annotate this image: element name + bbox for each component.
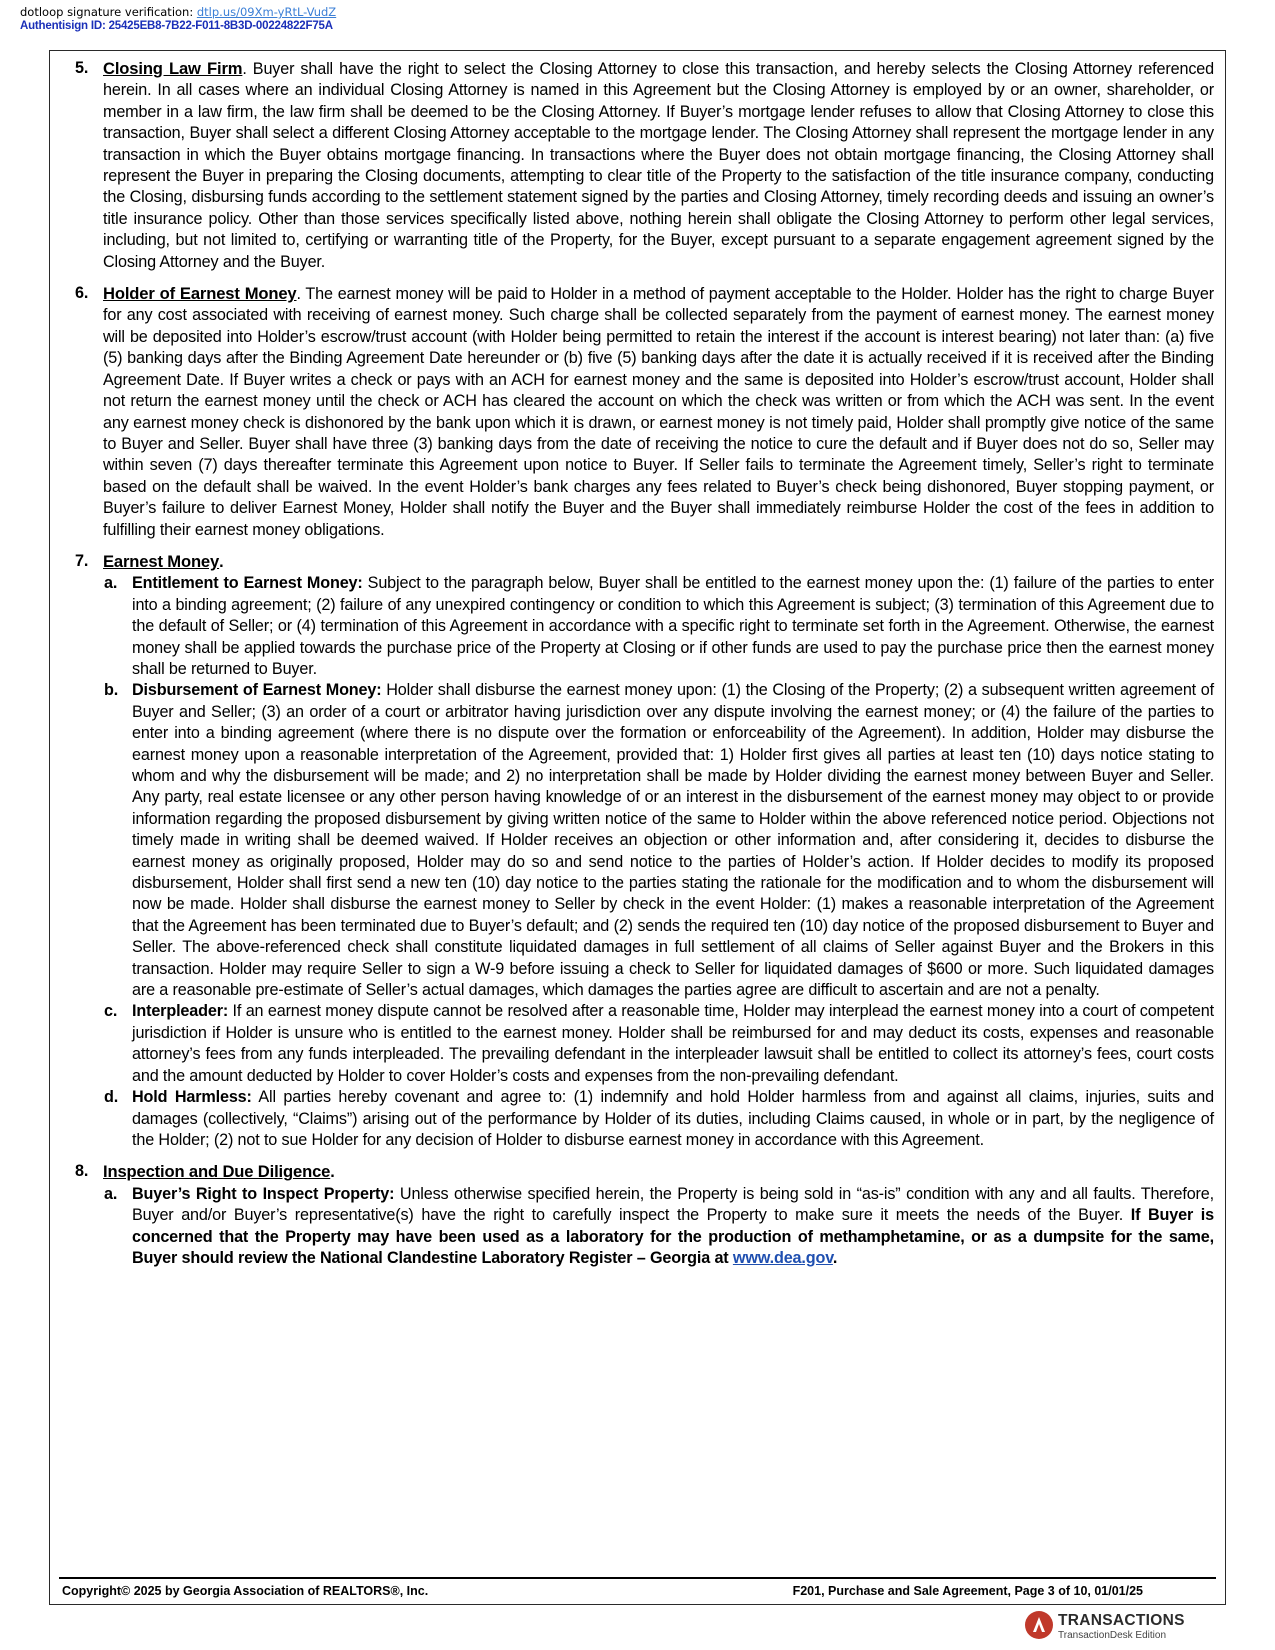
- subsection-entitlement: [103, 573, 1214, 680]
- subsection-disbursement: [103, 680, 1214, 1001]
- meth-lab-warning: If Buyer is concerned that the Property may have been used as a laboratory for the production of methamphetamine, or as a dumpsite for the same, Buyer should review the National Clandestine Laboratory Register – Georgia at: [132, 1206, 1214, 1267]
- logo-subtitle: TransactionDesk Edition: [1058, 1630, 1167, 1641]
- subsection-letter: c.: [104, 1002, 118, 1021]
- section-title: Inspection and Due Diligence: [103, 1162, 331, 1182]
- section-number: 8.: [75, 1162, 89, 1181]
- verification-label: dotloop signature verification:: [20, 5, 194, 19]
- subsection-letter: a.: [104, 574, 118, 593]
- subsection-end: .: [832, 1248, 838, 1267]
- subsection-right-to-inspect: [103, 1184, 1214, 1270]
- subsection-text: Subject to the paragraph below, Buyer shall be entitled to the earnest money upon the: (1) failure of the parties to enter into a binding agreement; (2) failure of any unexpired contingency or condition to which this Agreement is subject; (3) termination of this Agreement due to the default of Seller; or (4) termination of this Agreement in accordance with a specific right to terminate set forth in the Agreement. Otherwise, the earnest money shall be applied towards the purchase price of the Property at Closing or if other funds are used to pay the purchase price then the earnest money shall be returned to Buyer.: [132, 574, 1214, 678]
- section-title: Earnest Money: [103, 551, 220, 571]
- logo-title: TRANSACTIONS: [1058, 1612, 1185, 1629]
- subsection-text: Holder shall disburse the earnest money upon: (1) the Closing of the Property; (2) a subsequent written agreement of Buyer and Seller; (3) an order of a court or arbitrator having jurisdiction over any dispute involving the earnest money; or (4) the failure of the parties to enter into a binding agreement (where there is no dispute over the formation or enforceability of the Agreement). In addition, Holder may disburse the earnest money upon a reasonable interpretation of the Agreement, provided that: 1) Holder first gives all parties at least ten (10) days notice stating to whom and why the disbursement will be made; and 2) no interpretation shall be made by Holder dividing the earnest money between Buyer and Seller. Any party, real estate licensee or any other person having knowledge of or an interest in the disbursement of the earnest money may object to or provide information regarding the proposed disbursement by giving written notice of the same to Holder within the above referenced notice period. Objections not timely made in writing shall be deemed waived. If Holder receives an objection or other information and, after considering it, decides to disburse the earnest money as originally proposed, Holder may do so and send notice to the parties of Holder’s action. If Holder decides to modify its proposed disbursement, Holder shall first send a new ten (10) day notice to the parties stating the rationale for the modification and to whom the disbursement will now be made. Holder shall disburse the earnest money to Seller by check in the event Holder: (1) makes a reasonable interpretation of the Agreement that the Agreement has been terminated due to Buyer’s default; and (2) sends the required ten (10) day notice of the proposed disbursement to Buyer and Seller. The above-referenced check shall constitute liquidated damages in full settlement of all claims of Seller against Buyer and the Brokers in this transaction. Holder may require Seller to sign a W-9 before issuing a check to Seller for liquidated damages of $600 or more. Such liquidated damages are a reasonable pre-estimate of Seller’s actual damages, which damages the parties agree are difficult to ascertain and are not a penalty.: [132, 681, 1214, 1000]
- subsection-title: Interpleader:: [132, 1002, 229, 1021]
- footer-form-info: F201, Purchase and Sale Agreement, Page 3 of 10, 01/01/25: [792, 1584, 1143, 1598]
- subsection-text: Unless otherwise specified herein, the Property is being sold in “as-is” condition with any and all faults. Therefore, Buyer and/or Buyer’s representative(s) have the right to carefully inspect the Property to make sure it meets the needs of the Buyer.: [132, 1184, 1214, 1225]
- footer-rule: [59, 1577, 1216, 1579]
- subsection-letter: d.: [104, 1088, 119, 1107]
- subsection-title: Entitlement to Earnest Money:: [132, 574, 363, 593]
- subsection-hold-harmless: [103, 1087, 1214, 1151]
- subsection-title: Buyer’s Right to Inspect Property:: [132, 1184, 395, 1203]
- section-closing-law-firm: [70, 58, 1214, 273]
- subsection-letter: a.: [104, 1184, 118, 1203]
- subsection-title: Disbursement of Earnest Money:: [132, 681, 382, 700]
- section-text: . The earnest money will be paid to Holder in a method of payment acceptable to the Holder. Holder has the right to charge Buyer for any cost associated with receiving of earnest money. Such charge shall be collected separately from the payment of earnest money. The earnest money will be deposited into Holder’s escrow/trust account (with Holder being permitted to retain the interest if the account is interest bearing) not later than: (a) five (5) banking days after the Binding Agreement Date hereunder or (b) five (5) banking days after the date it is actually received if it is received after the Binding Agreement Date. If Buyer writes a check or pays with an ACH for earnest money and the same is deposited into Holder’s escrow/trust account, Holder shall not return the earnest money until the check or ACH has cleared the account on which the check was written or from which the ACH was sent. In the event any earnest money check is dishonored by the bank upon which it is drawn, or earnest money is not timely paid, Holder shall promptly give notice of the same to Buyer and Seller. Buyer shall have three (3) banking days from the date of receiving the notice to cure the default and if Buyer does not do so, Seller may within seven (7) days thereafter terminate this Agreement upon notice to Buyer. If Seller fails to terminate the Agreement timely, Seller’s right to terminate based on the default shall be waived. In the event Holder’s bank charges any fees related to Buyer’s check being dishonored, Buyer stopping payment, or Buyer’s failure to deliver Earnest Money, Holder shall notify the Buyer and the Buyer shall immediately reimburse Holder the cost of the fees in addition to fulfilling their earnest money obligations.: [103, 285, 1214, 539]
- footer-copyright: Copyright© 2025 by Georgia Association of REALTORS®, Inc.: [62, 1584, 429, 1598]
- document-body: [70, 58, 1214, 1279]
- verification-link[interactable]: dtlp.us/09Xm-yRtL-VudZ: [196, 5, 337, 19]
- transactions-logo: [1024, 1609, 1254, 1643]
- subsection-letter: b.: [104, 681, 119, 700]
- transactions-logo-icon: [1024, 1610, 1054, 1640]
- authentisign-id: Authentisign ID: 25425EB8-7B22-F011-8B3D-00224822F75A: [20, 20, 333, 32]
- section-earnest-money: [70, 551, 1214, 1151]
- dotloop-verification: [20, 5, 336, 19]
- section-number: 7.: [75, 551, 89, 570]
- section-title-period: .: [219, 552, 224, 571]
- dea-link[interactable]: www.dea.gov: [732, 1248, 833, 1267]
- section-title: Closing Law Firm: [103, 59, 243, 78]
- section-title-period: .: [330, 1163, 335, 1182]
- section-inspection-due-diligence: [70, 1161, 1214, 1269]
- subsection-text: If an earnest money dispute cannot be resolved after a reasonable time, Holder may interplead the earnest money into a court of competent jurisdiction if Holder is unsure who is entitled to the earnest money. Holder shall be reimbursed for and may deduct its costs, expenses and reasonable attorney’s fees from any funds interpleaded. The prevailing defendant in the interpleader lawsuit shall be entitled to collect its attorney’s fees, court costs and the amount deducted by Holder to cover Holder’s costs and expenses from the non-prevailing defendant.: [132, 1002, 1214, 1085]
- section-title: Holder of Earnest Money: [103, 284, 297, 304]
- subsection-interpleader: [103, 1001, 1214, 1087]
- section-number: 6.: [75, 284, 89, 303]
- section-text: . Buyer shall have the right to select the Closing Attorney to close this transaction, and hereby selects the Closing Attorney referenced herein. In all cases where an individual Closing Attorney is named in this Agreement but the Closing Attorney is employed by or an owner, shareholder, or member in a law firm, the law firm shall be deemed to be the Closing Attorney. If Buyer’s mortgage lender refuses to allow that Closing Attorney to close this transaction, Buyer shall select a different Closing Attorney acceptable to the mortgage lender. The Closing Attorney shall represent the mortgage lender in any transaction in which the Buyer obtains mortgage financing. In transactions where the Buyer does not obtain mortgage financing, the Closing Attorney shall represent the Buyer in preparing the Closing documents, attempting to clear title of the Property to the satisfaction of the title insurance company, conducting the Closing, disbursing funds according to the settlement statement signed by the parties and Closing Attorney, timely recording deeds and issuing an owner’s title insurance policy. Other than those services specifically listed above, nothing herein shall obligate the Closing Attorney to perform other legal services, including, but not limited to, certifying or warranting title of the Property, for the Buyer, except pursuant to a separate engagement agreement signed by the Closing Attorney and the Buyer.: [103, 60, 1214, 271]
- section-holder-of-earnest-money: [70, 283, 1214, 541]
- section-number: 5.: [75, 59, 89, 77]
- subsection-text: All parties hereby covenant and agree to: (1) indemnify and hold Holder harmless from and against all claims, injuries, suits and damages (collectively, “Claims”) arising out of the performance by Holder of its duties, including Claims caused, in whole or in part, by the negligence of the Holder; (2) not to sue Holder for any decision of Holder to disburse earnest money in accordance with this Agreement.: [132, 1088, 1214, 1149]
- subsection-title: Hold Harmless:: [132, 1088, 252, 1107]
